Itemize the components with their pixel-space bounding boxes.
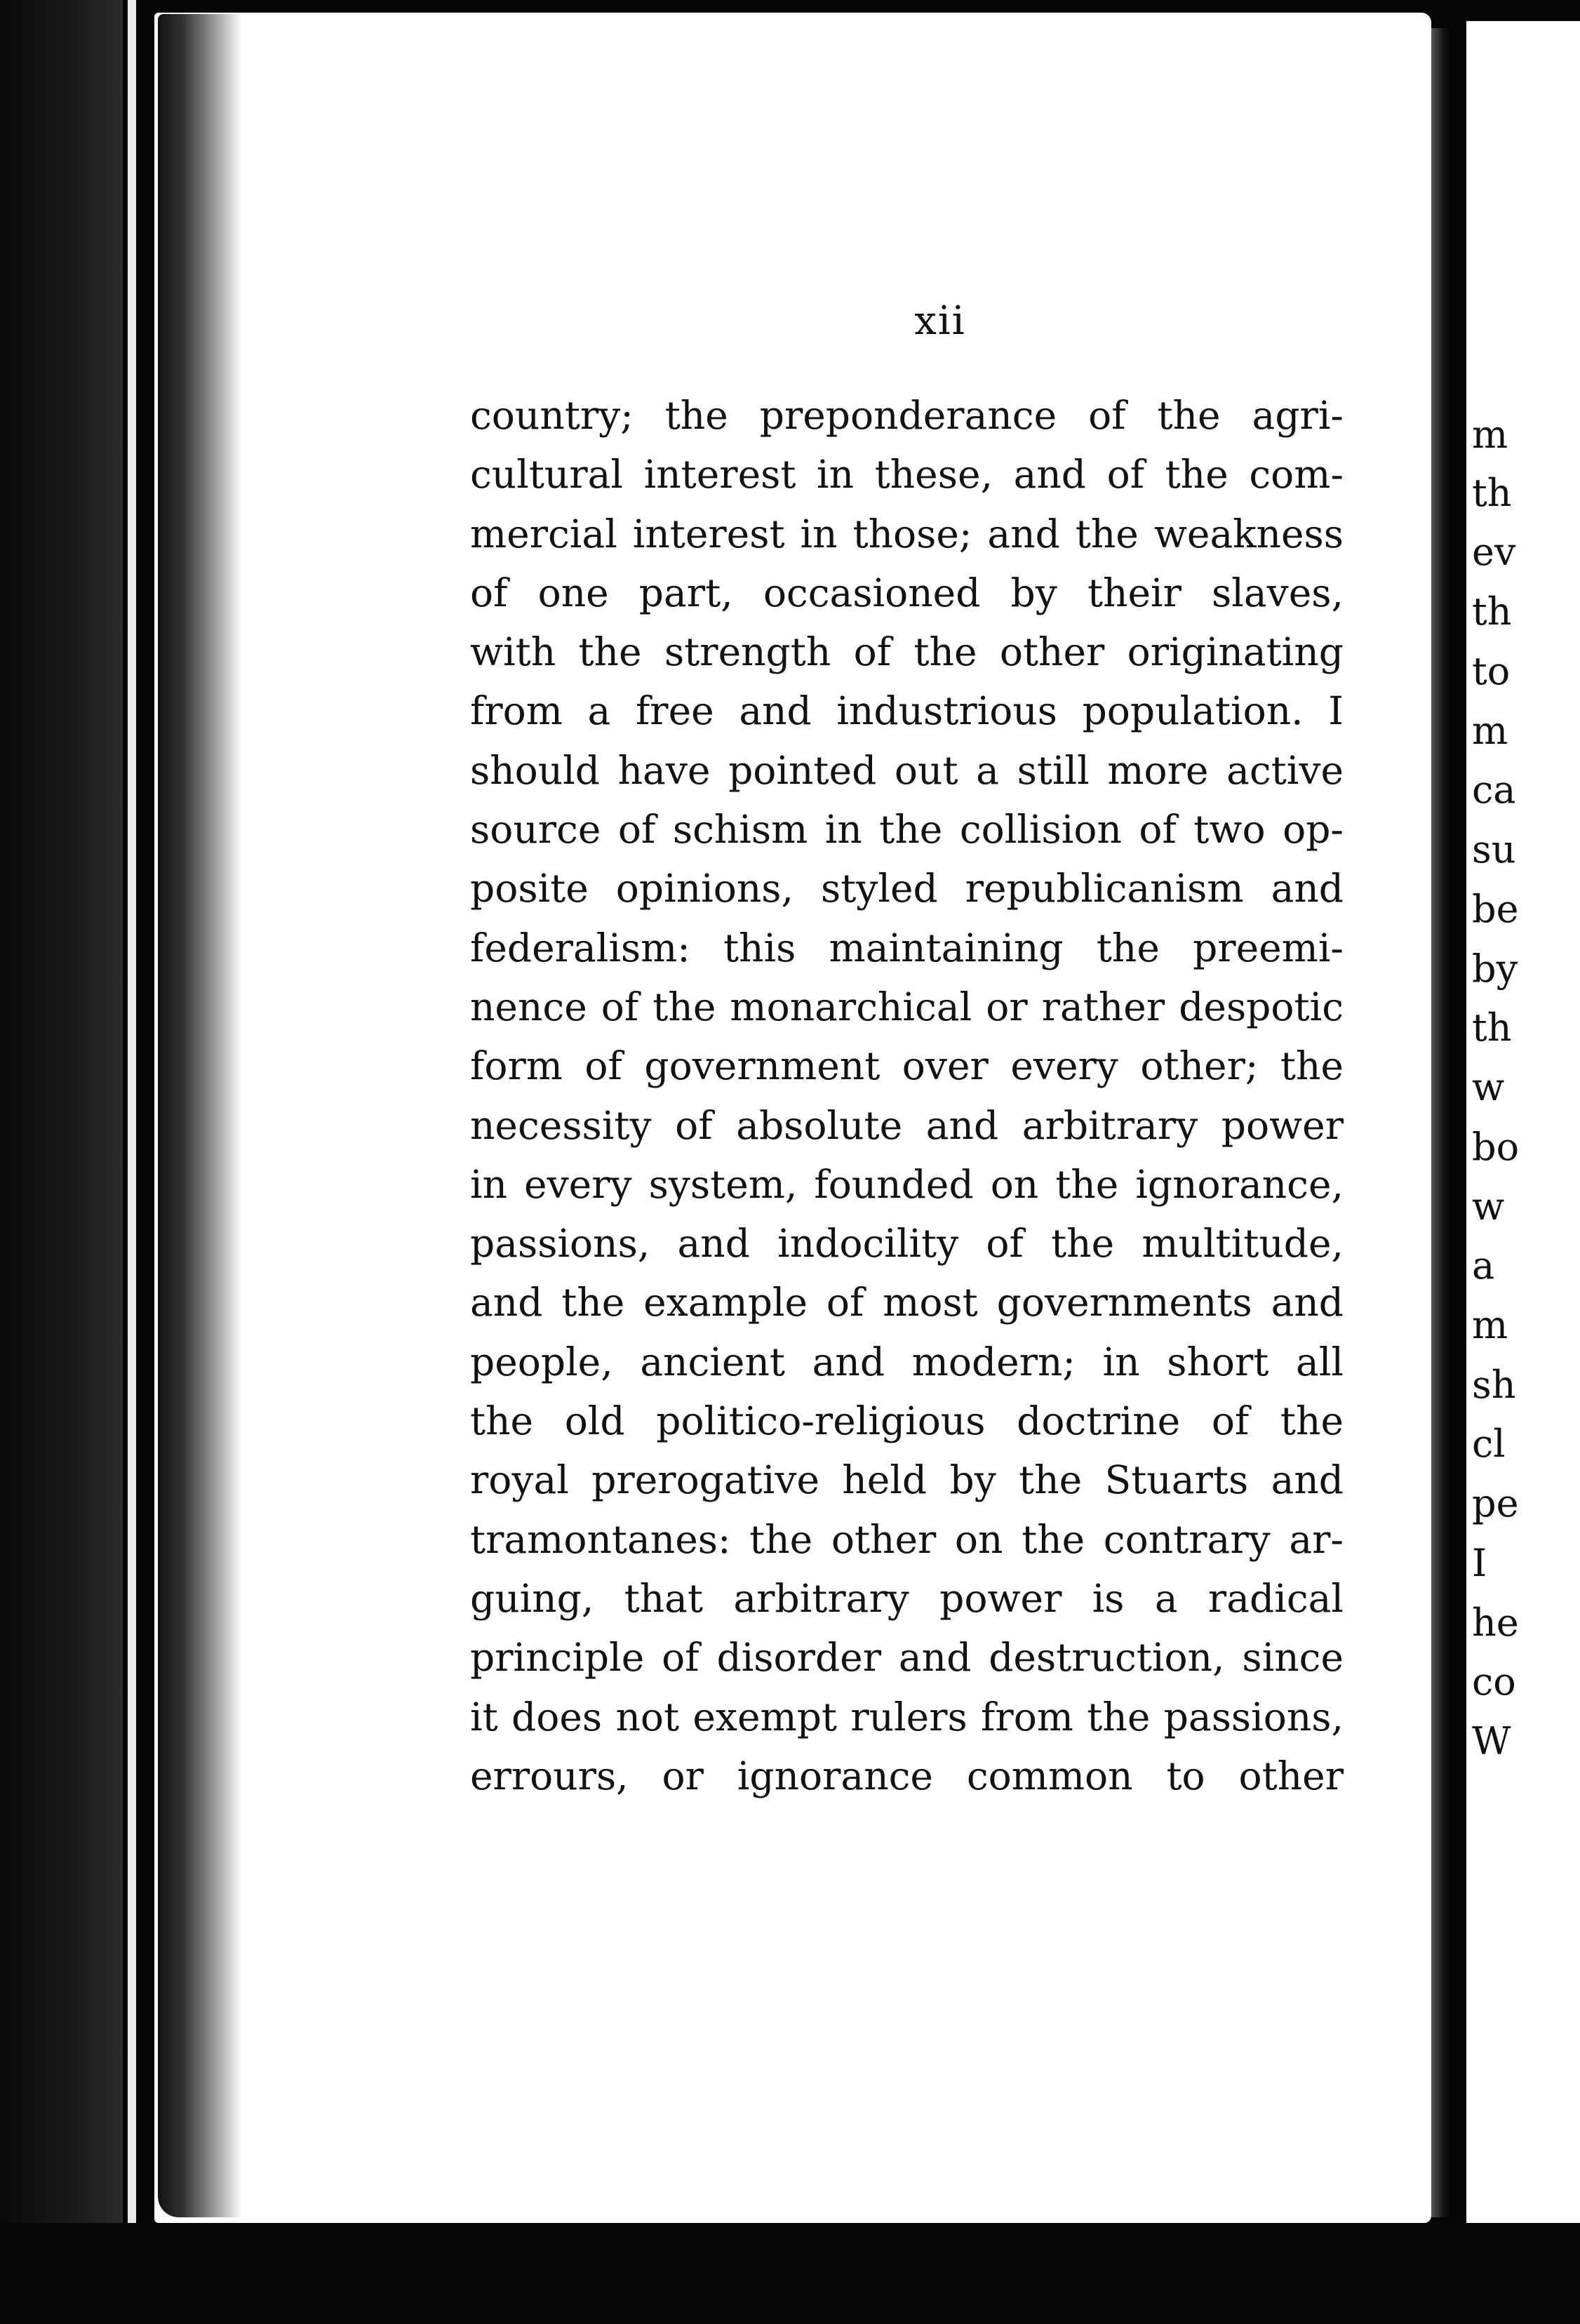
facing-line-fragment: th	[1472, 471, 1512, 515]
book-gutter	[1431, 28, 1452, 2217]
facing-line-fragment: cl	[1472, 1422, 1506, 1466]
facing-line-fragment: w	[1472, 1184, 1505, 1229]
text-line: errours, or ignorance common to other	[470, 1753, 1344, 1798]
facing-line-fragment: ca	[1472, 768, 1516, 812]
facing-line-fragment: m	[1472, 1303, 1508, 1347]
facing-line-fragment: th	[1472, 589, 1512, 634]
facing-line-fragment: by	[1472, 947, 1518, 991]
text-line: of one part, occasioned by their slaves,	[470, 570, 1344, 615]
page-number: xii	[914, 298, 966, 344]
page-edge-shadow	[158, 14, 242, 2217]
text-line: federalism: this maintaining the preemi-	[470, 925, 1344, 970]
text-line: necessity of absolute and arbitrary power	[470, 1102, 1344, 1148]
facing-line-fragment: m	[1472, 413, 1508, 457]
text-line: cultural interest in these, and of the com-	[470, 452, 1344, 497]
text-line: form of government over every other; the	[470, 1043, 1344, 1089]
text-line: source of schism in the collision of two op-	[470, 807, 1344, 853]
facing-line-fragment: co	[1472, 1659, 1516, 1704]
scan-left-border	[0, 0, 123, 2324]
text-line: country; the preponderance of the agri-	[470, 393, 1344, 438]
scan-left-edge-line	[128, 0, 136, 2324]
text-line: passions, and indocility of the multitude,	[470, 1221, 1344, 1267]
facing-line-fragment: sh	[1472, 1363, 1516, 1407]
facing-line-fragment: a	[1472, 1243, 1495, 1288]
facing-line-fragment: pe	[1472, 1481, 1519, 1525]
text-line: from a free and industrious population. I	[470, 688, 1344, 734]
facing-line-fragment: he	[1472, 1601, 1519, 1645]
text-line: should have pointed out a still more active	[470, 747, 1344, 793]
facing-line-fragment: w	[1472, 1065, 1505, 1109]
text-line: in every system, founded on the ignorance,	[470, 1161, 1344, 1207]
text-line: nence of the monarchical or rather despotic	[470, 984, 1344, 1029]
text-line: guing, that arbitrary power is a radical	[470, 1575, 1344, 1621]
facing-line-fragment: I	[1472, 1541, 1487, 1585]
facing-line-fragment: th	[1472, 1006, 1512, 1050]
text-line: the old politico-religious doctrine of the	[470, 1398, 1344, 1444]
text-line: with the strength of the other originating	[470, 629, 1344, 675]
scan-bottom-border	[0, 2223, 1580, 2324]
facing-line-fragment: be	[1472, 887, 1519, 931]
page-body-text	[470, 386, 1344, 1805]
text-line: it does not exempt rulers from the passions,	[470, 1694, 1344, 1739]
text-line: tramontanes: the other on the contrary ar-	[470, 1516, 1344, 1562]
text-line: posite opinions, styled republicanism and	[470, 866, 1344, 911]
facing-page	[1466, 21, 1580, 2224]
facing-line-fragment: to	[1472, 649, 1511, 693]
facing-line-fragment: su	[1472, 827, 1516, 872]
text-line: and the example of most governments and	[470, 1280, 1344, 1325]
text-line: people, ancient and modern; in short all	[470, 1339, 1344, 1384]
text-line: royal prerogative held by the Stuarts and	[470, 1457, 1344, 1503]
facing-line-fragment: m	[1472, 709, 1508, 753]
facing-line-fragment: W	[1472, 1719, 1511, 1763]
facing-line-fragment: ev	[1472, 530, 1516, 574]
facing-line-fragment: bo	[1472, 1125, 1520, 1169]
text-line: mercial interest in those; and the weakness	[470, 511, 1344, 556]
text-line: principle of disorder and destruction, since	[470, 1635, 1344, 1681]
